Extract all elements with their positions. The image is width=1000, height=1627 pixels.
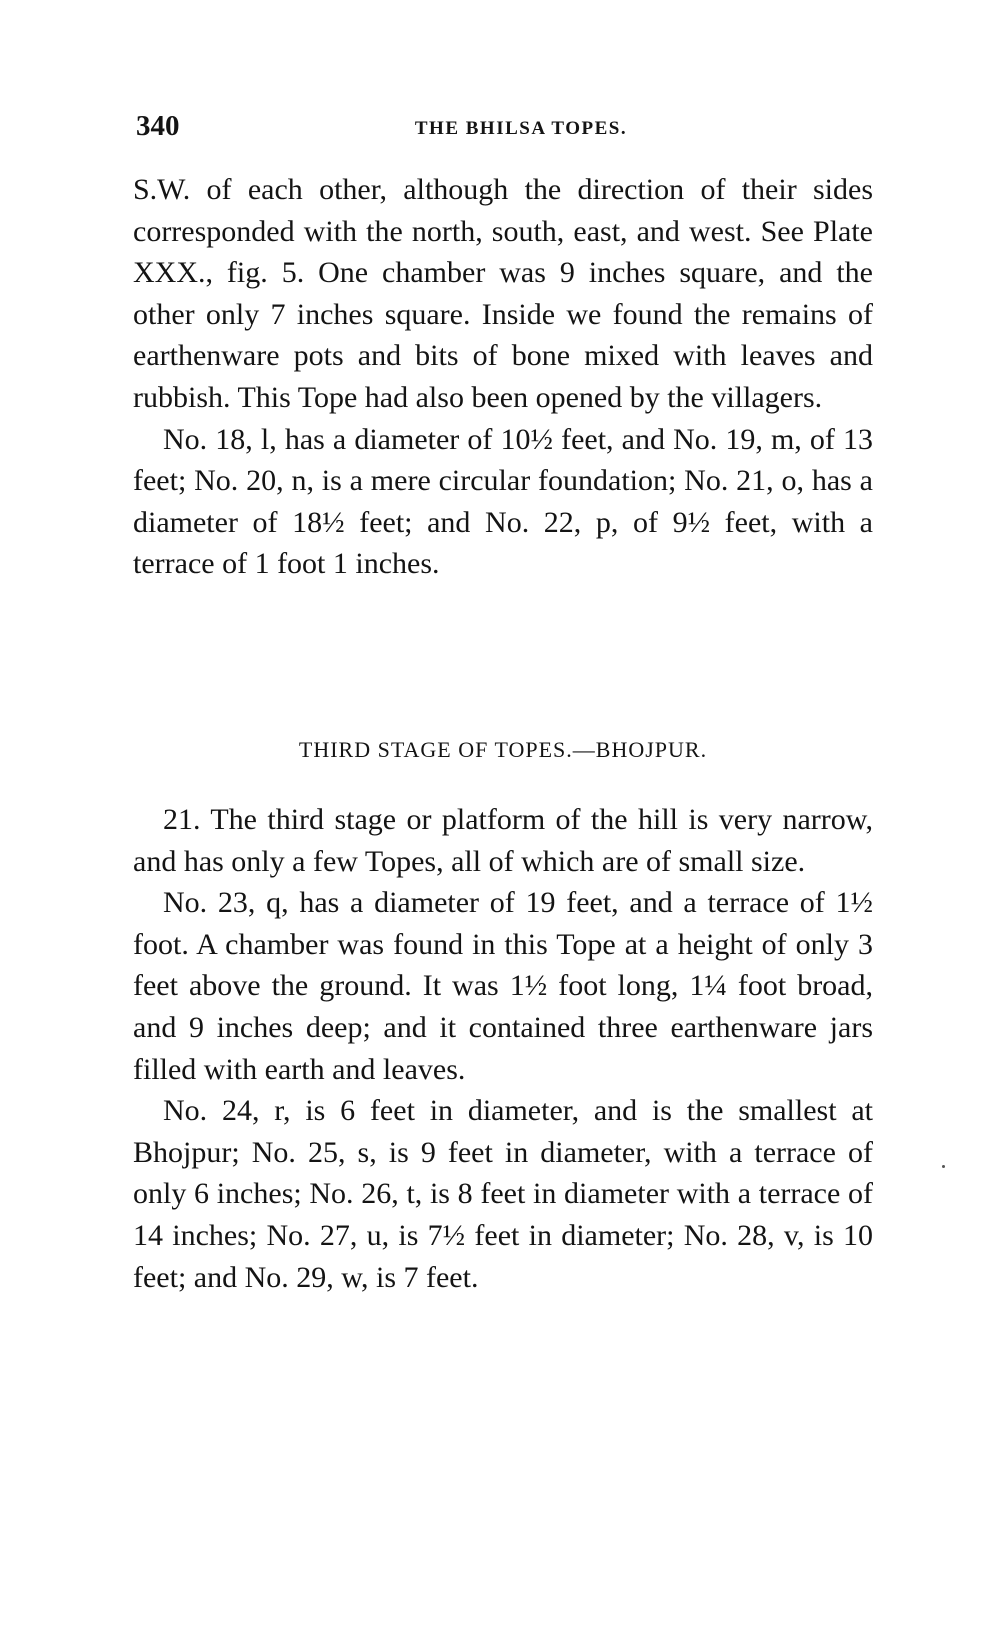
paragraph: No. 18, l, has a diameter of 10½ feet, and No. 19, m, of 13 feet; No. 20, n, is a mere circular foundation; No. 21, o, has a diameter of 18½ feet; and No. 22, p, of 9½ feet, with a terrace of 1 foot 1 inches. bbox=[133, 422, 873, 581]
paragraph: No. 24, r, is 6 feet in diameter, and is the smallest at Bhojpur; No. 25, s, is 9 feet in diameter, with a terrace of only 6 inches; No. 26, t, is 8 feet in diameter with a terrace of 14 inches; No. 27, u, is 7½ feet in diameter; No. 28, v, is 10 feet; and No. 29, w, is 7 feet. bbox=[133, 1094, 873, 1294]
text-block-bottom bbox=[133, 799, 873, 1298]
running-head bbox=[136, 110, 876, 150]
paragraph: S.W. of each other, although the direction of their sides corresponded with the north, south, east, and west. See Plate XXX., fig. 5. One chamber was 9 inches square, and the other only 7 inches square. Inside we found the remains of earthenware pots and bits of bone mixed with leaves and rubbish. This Tope had also been opened by the villagers. bbox=[133, 173, 873, 414]
paragraph: 21. The third stage or platform of the hill is very narrow, and has only a few Topes, all of which are of small size. bbox=[133, 803, 873, 878]
text-block-top bbox=[133, 169, 873, 585]
section-heading: THIRD STAGE OF TOPES.—BHOJPUR. bbox=[298, 737, 708, 762]
print-speck bbox=[942, 1165, 945, 1168]
page-number: 340 bbox=[136, 110, 180, 142]
paragraph: No. 23, q, has a diameter of 19 feet, and a terrace of 1½ foot. A chamber was found in this Tope at a height of only 3 feet above the ground. It was 1½ foot long, 1¼ foot broad, and 9 inches deep; and it contained three earthenware jars filled with earth and leaves. bbox=[133, 886, 873, 1086]
running-title: THE BHILSA TOPES. bbox=[414, 118, 628, 139]
